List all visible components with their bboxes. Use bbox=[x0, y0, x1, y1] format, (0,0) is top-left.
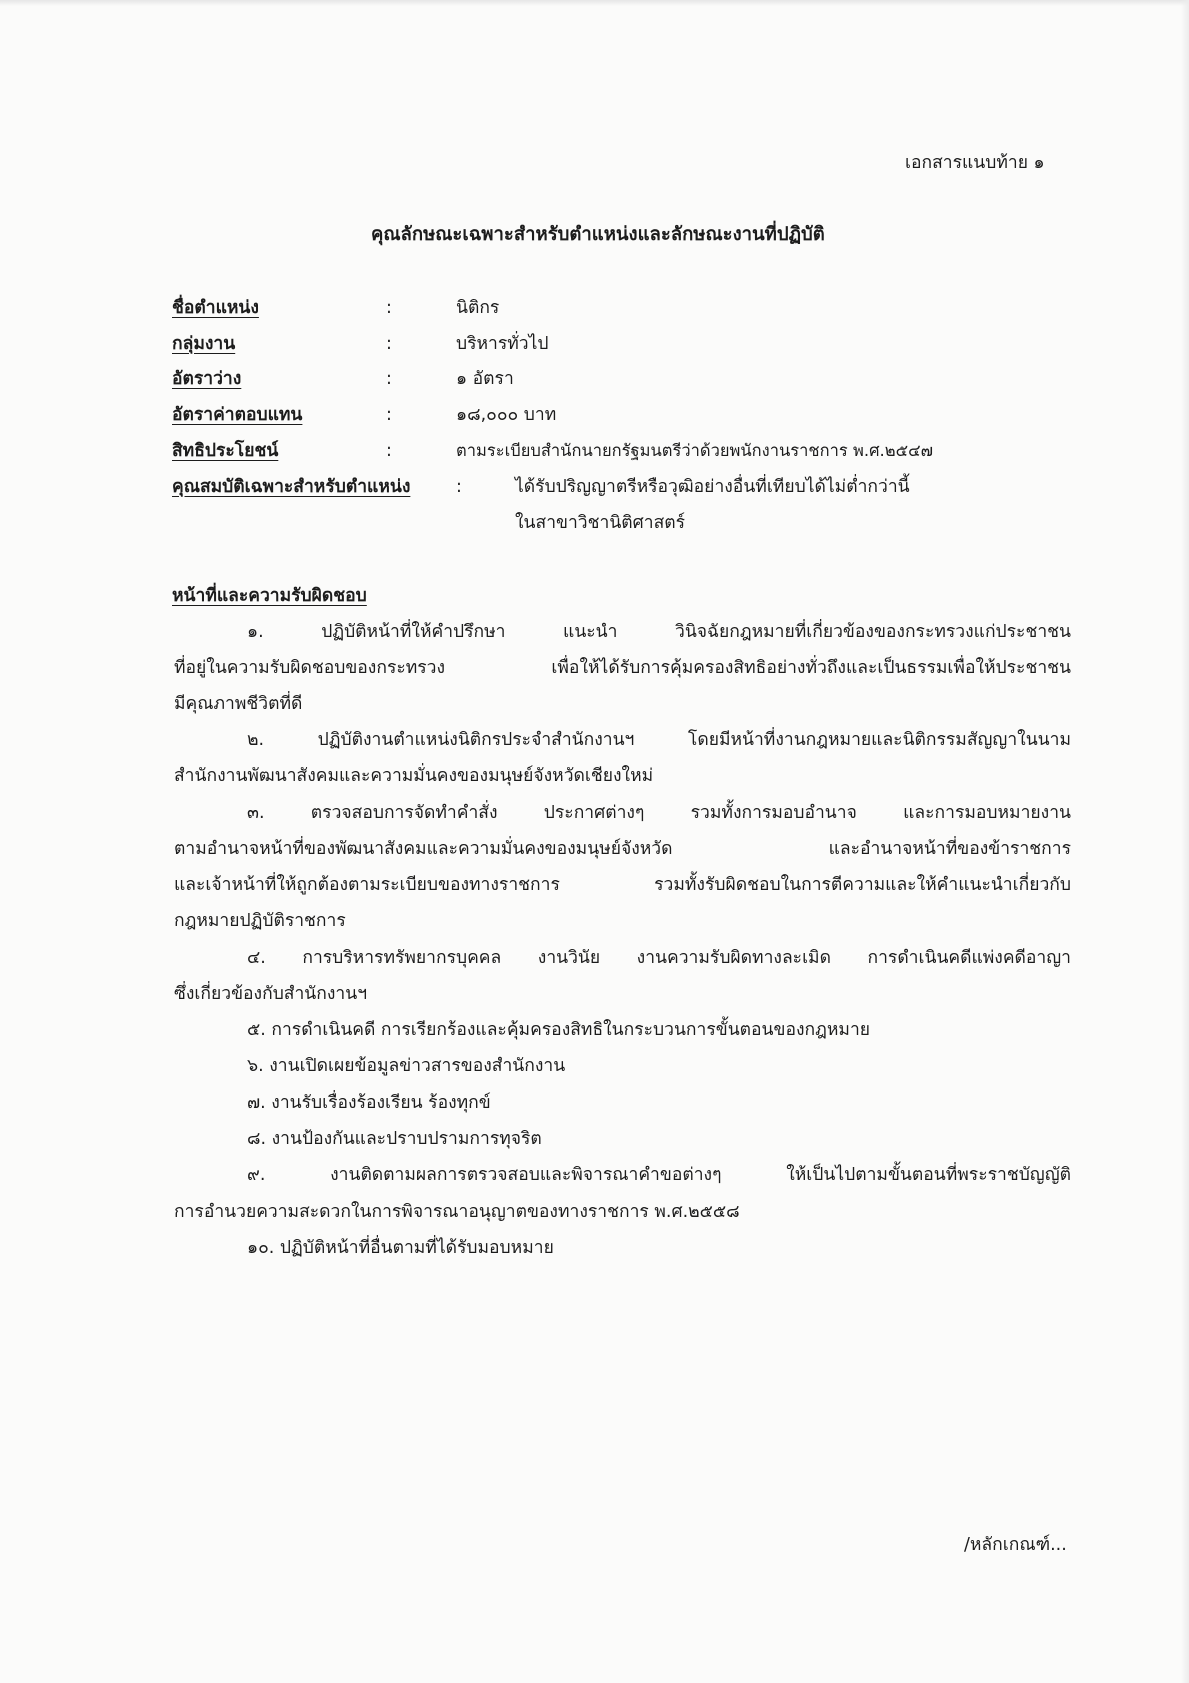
salary-separator: : bbox=[386, 405, 392, 425]
benefits-value: ตามระเบียบสำนักนายกรัฐมนตรีว่าด้วยพนักงานราชการ พ.ศ.๒๕๔๗ bbox=[456, 441, 934, 460]
duty-3-line1: ๓. ตรวจสอบการจัดทำคำสั่ง ประกาศต่างๆ รวมทั้งการมอบอำนาจ และการมอบหมายงาน bbox=[247, 803, 1071, 823]
group-label: กลุ่มงาน bbox=[172, 334, 236, 354]
duty-10: ๑๐. ปฏิบัติหน้าที่อื่นตามที่ได้รับมอบหมาย bbox=[247, 1238, 554, 1258]
duty-4-line2: ซึ่งเกี่ยวข้องกับสำนักงานฯ bbox=[174, 984, 368, 1004]
vacancy-separator: : bbox=[386, 369, 392, 389]
vacancy-value: ๑ อัตรา bbox=[456, 369, 514, 389]
document-title: คุณลักษณะเฉพาะสำหรับตำแหน่งและลักษณะงานที่ปฏิบัติ bbox=[371, 224, 825, 245]
qualifications-value-line2: ในสาขาวิชานิติศาสตร์ bbox=[515, 513, 686, 533]
duty-1-line3: มีคุณภาพชีวิตที่ดี bbox=[174, 694, 303, 714]
salary-label: อัตราค่าตอบแทน bbox=[172, 405, 303, 425]
duty-9-line2: การอำนวยความสะดวกในการพิจารณาอนุญาตของทางราชการ พ.ศ.๒๕๕๘ bbox=[174, 1202, 740, 1222]
duty-3-line3: และเจ้าหน้าที่ให้ถูกต้องตามระเบียบของทางราชการ รวมทั้งรับผิดชอบในการตีความและให้คำแนะนำเกี่ยวกับ bbox=[174, 875, 1071, 895]
scan-edge-right bbox=[1181, 0, 1189, 1683]
continuation-note: /หลักเกณฑ์... bbox=[964, 1535, 1067, 1555]
duty-9-line1: ๙. งานติดตามผลการตรวจสอบและพิจารณาคำขอต่างๆ ให้เป็นไปตามขั้นตอนที่พระราชบัญญัติ bbox=[247, 1165, 1071, 1185]
benefits-label: สิทธิประโยชน์ bbox=[172, 441, 279, 461]
qualifications-label: คุณสมบัติเฉพาะสำหรับตำแหน่ง bbox=[172, 477, 411, 497]
duty-5: ๕. การดำเนินคดี การเรียกร้องและคุ้มครองสิทธิในกระบวนการขั้นตอนของกฎหมาย bbox=[247, 1020, 871, 1040]
duty-3-line4: กฎหมายปฏิบัติราชการ bbox=[174, 911, 346, 931]
scan-edge-top bbox=[0, 0, 1189, 6]
salary-value: ๑๘,๐๐๐ บาท bbox=[456, 405, 557, 425]
duty-8: ๘. งานป้องกันและปราบปรามการทุจริต bbox=[247, 1129, 542, 1149]
duty-3-line2: ตามอำนาจหน้าที่ของพัฒนาสังคมและความมั่นคงของมนุษย์จังหวัด และอำนาจหน้าที่ของข้าราชการ bbox=[174, 839, 1071, 859]
vacancy-label: อัตราว่าง bbox=[172, 369, 242, 389]
benefits-separator: : bbox=[386, 441, 392, 461]
group-value: บริหารทั่วไป bbox=[456, 334, 549, 354]
position-label: ชื่อตำแหน่ง bbox=[172, 298, 259, 318]
duty-1-line2: ที่อยู่ในความรับผิดชอบของกระทรวง เพื่อให้ได้รับการคุ้มครองสิทธิอย่างทั่วถึงและเป็นธรรมเพื่อให้ประชาชน bbox=[174, 658, 1071, 678]
duty-2-line1: ๒. ปฏิบัติงานตำแหน่งนิติกรประจำสำนักงานฯ โดยมีหน้าที่งานกฎหมายและนิติกรรมสัญญาในนาม bbox=[247, 730, 1071, 750]
position-separator: : bbox=[386, 298, 392, 318]
group-separator: : bbox=[386, 334, 392, 354]
duty-7: ๗. งานรับเรื่องร้องเรียน ร้องทุกข์ bbox=[247, 1093, 491, 1113]
duty-1-line1: ๑. ปฏิบัติหน้าที่ให้คำปรึกษา แนะนำ วินิจฉัยกฎหมายที่เกี่ยวข้องของกระทรวงแก่ประชาชน bbox=[247, 622, 1071, 642]
duty-6: ๖. งานเปิดเผยข้อมูลข่าวสารของสำนักงาน bbox=[247, 1056, 566, 1076]
qualifications-value-line1: ได้รับปริญญาตรีหรือวุฒิอย่างอื่นที่เทียบได้ไม่ต่ำกว่านี้ bbox=[515, 477, 910, 497]
attachment-label: เอกสารแนบท้าย ๑ bbox=[905, 153, 1045, 173]
position-value: นิติกร bbox=[456, 298, 500, 318]
duties-heading: หน้าที่และความรับผิดชอบ bbox=[172, 586, 367, 606]
duty-2-line2: สำนักงานพัฒนาสังคมและความมั่นคงของมนุษย์จังหวัดเชียงใหม่ bbox=[174, 766, 654, 786]
duty-4-line1: ๔. การบริหารทรัพยากรบุคคล งานวินัย งานความรับผิดทางละเมิด การดำเนินคดีแพ่งคดีอาญา bbox=[247, 948, 1071, 968]
qualifications-separator: : bbox=[456, 477, 462, 497]
